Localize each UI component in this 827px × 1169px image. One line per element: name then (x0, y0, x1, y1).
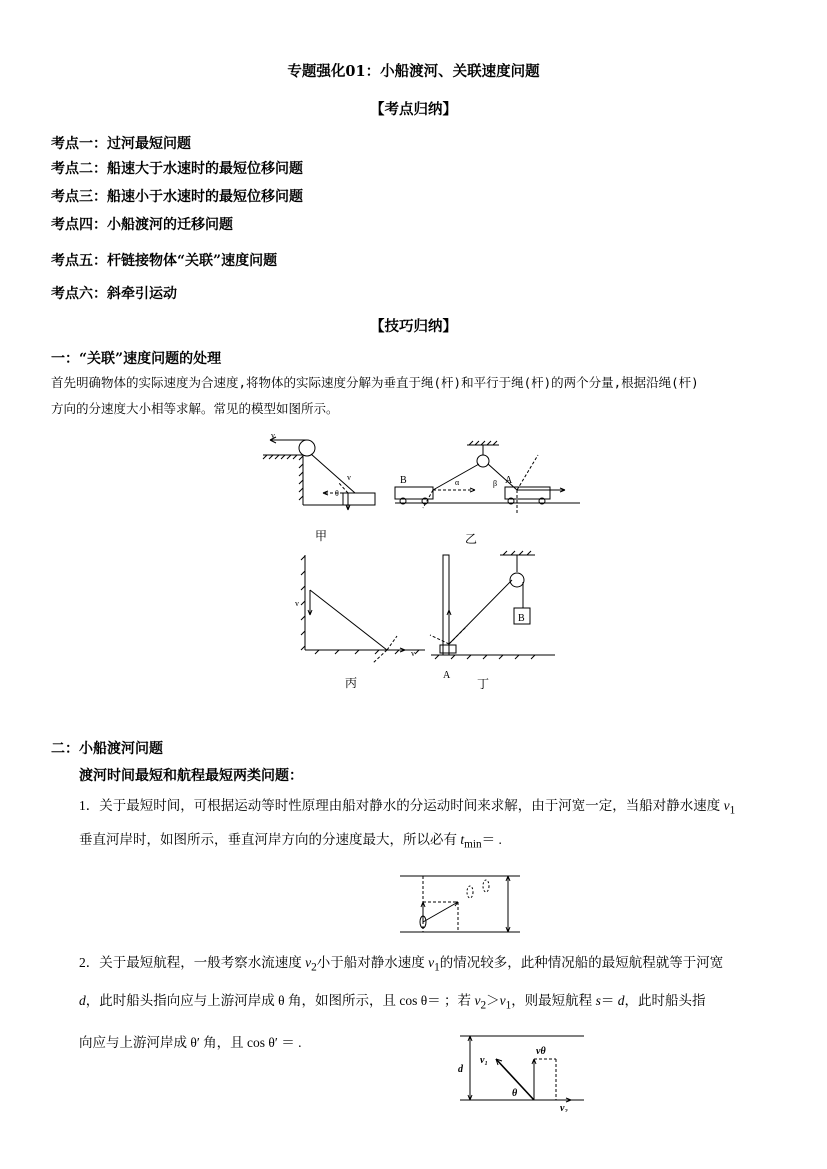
svg-text:v: v (411, 649, 415, 658)
svg-text:α: α (455, 478, 460, 487)
section-kaodian-heading: 【考点归纳】 (370, 101, 457, 118)
part2-heading: 二：小船渡河问题 (51, 741, 163, 757)
svg-text:B: B (518, 613, 525, 624)
kaodian-item-2: 考点二：船速大于水速时的最短位移问题 (51, 161, 303, 177)
shortest-time-figure (398, 864, 523, 944)
part1-line-1: 首先明确物体的实际速度为合速度,将物体的实际速度分解为垂直于绳(杆)和平行于绳(杆)的两个分量,根据沿绳(杆) (51, 375, 699, 390)
part1-line-2: 方向的分速度大小相等求解。常见的模型如图所示。 (51, 401, 339, 416)
svg-text:v₁: v₁ (480, 1055, 488, 1066)
figure-ding (430, 551, 555, 659)
kaodian-item-4: 考点四：小船渡河的迁移问题 (51, 217, 233, 233)
kaodian-item-6: 考点六：斜牵引运动 (51, 286, 177, 302)
page-title: 专题强化01：小船渡河、关联速度问题 (287, 63, 540, 80)
fig-label-yi: 乙 (465, 532, 478, 546)
kaodian-item-3: 考点三：船速小于水速时的最短位移问题 (51, 189, 303, 205)
svg-text:θ: θ (512, 1088, 518, 1099)
svg-text:A: A (443, 670, 451, 681)
paragraph-2-line-2: d，此时船头指向应与上游河岸成 θ 角，如图所示，且 cos θ＝ ；若 $v_2>v_1$，则最短航程 s＝ d，此时船头指 (79, 993, 706, 1012)
section-jiqiao-heading: 【技巧归纳】 (370, 318, 457, 335)
figure-yi (395, 441, 580, 515)
paragraph-1-line-2: 垂直河岸时，如图所示，垂直河岸方向的分速度最大，所以必有 $t_{min}=$ . (79, 832, 502, 851)
kaodian-item-5: 考点五：杆链接物体“关联”速度问题 (51, 253, 278, 269)
svg-text:B: B (400, 475, 407, 486)
svg-text:d: d (458, 1064, 463, 1075)
svg-text:v₂: v₂ (560, 1103, 568, 1112)
kaodian-item-1: 考点一：过河最短问题 (51, 136, 191, 152)
svg-text:v: v (271, 431, 275, 440)
svg-text:vθ: vθ (536, 1046, 546, 1057)
svg-text:v: v (347, 473, 351, 482)
part1-paragraph (51, 370, 786, 422)
shortest-path-figure (456, 1032, 586, 1112)
svg-text:β: β (493, 479, 498, 488)
part2-subheading: 渡河时间最短和航程最短两类问题： (79, 768, 303, 784)
figure-bing (301, 555, 425, 663)
svg-text:v: v (295, 599, 299, 608)
paragraph-1-line-1: 1．关于最短时间，可根据运动等时性原理由船对静水的分运动时间来求解，由于河宽一定，当船对静水速度 $v_1$ (79, 798, 736, 817)
paragraph-2-line-3: 向应与上游河岸成 θ′ 角，且 cos θ′ ＝ . (79, 1035, 302, 1050)
part1-heading: 一：“关联”速度问题的处理 (51, 351, 222, 367)
svg-text:A: A (505, 475, 513, 486)
figure-jia (263, 437, 375, 510)
related-velocity-figures (255, 430, 585, 690)
fig-label-ding: 丁 (477, 677, 490, 690)
fig-label-jia: 甲 (315, 529, 328, 543)
paragraph-2-line-1: 2．关于最短航程，一般考察水流速度 $v_2$小于船对静水速度 $v_1$的情况较多，此种情况船的最短航程就等于河宽 (79, 955, 724, 974)
svg-text:θ: θ (335, 489, 339, 498)
fig-label-bing: 丙 (345, 676, 358, 690)
